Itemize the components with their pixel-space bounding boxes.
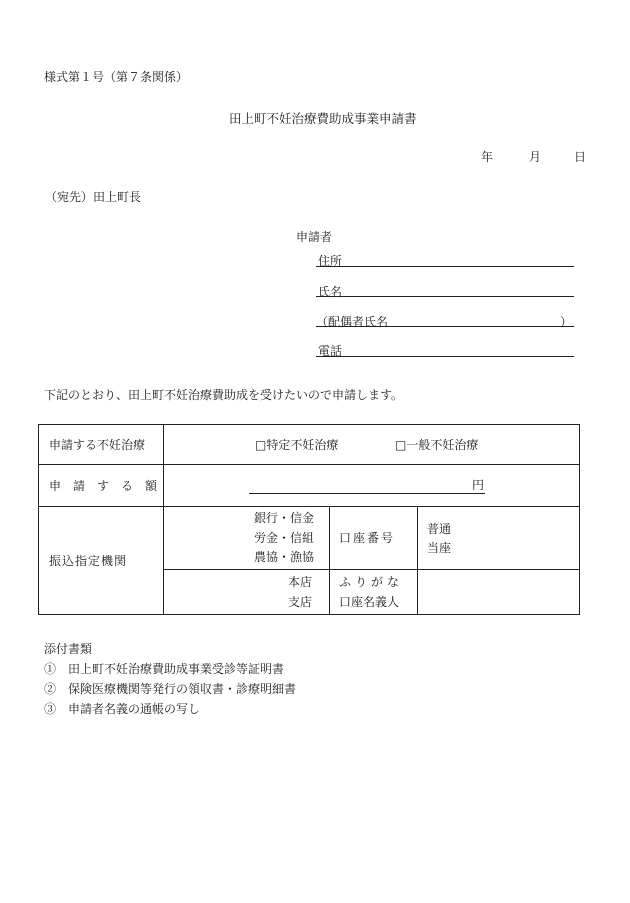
date-day-label: 日	[574, 150, 587, 164]
attachment-item: ② 保険医療機関等発行の領収書・診療明細書	[44, 682, 297, 696]
address-underline[interactable]	[316, 266, 574, 267]
addressee: （宛先）田上町長	[45, 190, 142, 204]
amount-label: 申 請 す る 額	[49, 479, 158, 493]
account-number-label: 口座番号	[339, 531, 396, 545]
spouse-underline[interactable]	[316, 326, 574, 327]
page-title: 田上町不妊治療費助成事業申請書	[229, 111, 417, 126]
date-month-label: 月	[529, 150, 542, 164]
treatment-options-cell	[164, 425, 580, 465]
account-type-current: 当座	[427, 541, 452, 555]
attachment-item: ③ 申請者名義の通帳の写し	[44, 702, 201, 716]
attachments-heading: 添付書類	[44, 642, 93, 656]
date-year-label: 年	[481, 150, 494, 164]
address-label: 住所	[318, 254, 343, 268]
phone-underline[interactable]	[316, 356, 574, 357]
bank-type-1: 銀行・信金	[254, 511, 315, 525]
name-underline[interactable]	[316, 296, 574, 297]
bank-label-cell	[39, 507, 164, 615]
holder-name-cell[interactable]	[418, 570, 580, 615]
account-number-label-cell	[330, 507, 418, 570]
spouse-close-paren: ）	[560, 315, 573, 329]
phone-label: 電話	[318, 344, 343, 358]
treatment-label: 申請する不妊治療	[49, 438, 146, 452]
form-number: 様式第１号（第７条関係）	[44, 70, 189, 84]
account-type-cell[interactable]	[418, 507, 580, 570]
applicant-heading: 申請者	[296, 230, 333, 244]
application-table	[38, 424, 580, 615]
spouse-label: （配偶者氏名	[316, 315, 389, 329]
furigana-label: ふりがな	[339, 575, 404, 589]
amount-unit: 円	[472, 478, 485, 492]
option-specific-checkbox[interactable]: □特定不妊治療	[255, 438, 339, 452]
holder-label-cell	[330, 570, 418, 615]
branch-type-head: 本店	[288, 575, 313, 589]
branch-type-branch: 支店	[288, 595, 313, 609]
option-general-checkbox[interactable]: □一般不妊治療	[395, 438, 479, 452]
branch-type-cell[interactable]	[164, 570, 330, 615]
bank-type-3: 農協・漁協	[254, 550, 315, 564]
bank-type-cell[interactable]	[164, 507, 330, 570]
amount-label-cell	[39, 465, 164, 507]
bank-label: 振込指定機関	[49, 554, 128, 568]
bank-type-2: 労金・信組	[254, 531, 315, 545]
amount-underline[interactable]	[249, 493, 485, 494]
attachment-item: ① 田上町不妊治療費助成事業受診等証明書	[44, 662, 285, 676]
intro-text: 下記のとおり、田上町不妊治療費助成を受けたいので申請します。	[44, 388, 404, 402]
holder-label: 口座名義人	[339, 595, 400, 609]
treatment-label-cell	[39, 425, 164, 465]
name-label: 氏名	[318, 285, 343, 299]
account-type-normal: 普通	[427, 522, 452, 536]
amount-cell[interactable]	[164, 465, 580, 507]
